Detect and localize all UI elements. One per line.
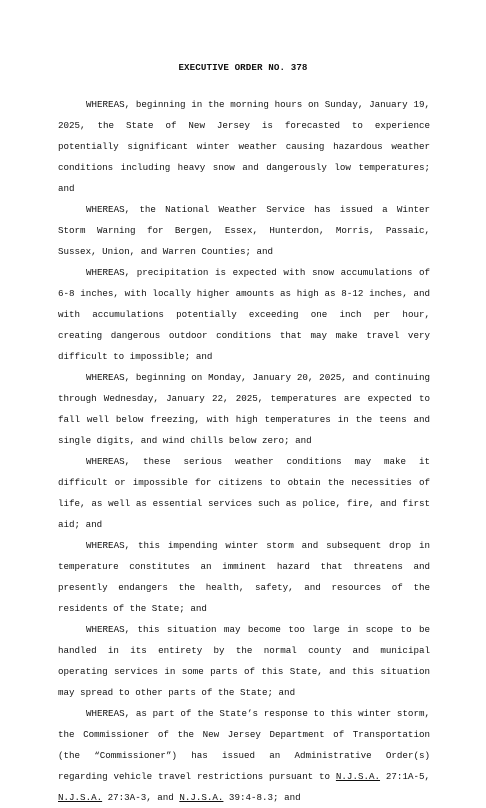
paragraph-3: WHEREAS, precipitation is expected with snow accumulations of 6-8 inches, with locally higher amounts as high as 8-12 inches, and with accumulations potentially exceeding one inch per hour, creating dangerous outdoor conditions that may make travel very difficult to impossible; and — [58, 267, 430, 362]
paragraph-5: WHEREAS, these serious weather conditions may make it difficult or impossible for citizens to obtain the necessities of life, as well as essential services such as police, fire, and first aid; and — [58, 456, 430, 530]
statute-citation-3: N.J.S.A. — [179, 792, 224, 803]
paragraph-1: WHEREAS, beginning in the morning hours on Sunday, January 19, 2025, the State of New Jersey is forecasted to experience potentially significant winter weather causing hazardous weather conditions including heavy snow and dangerously low temperatures; and — [58, 99, 430, 194]
document-title: EXECUTIVE ORDER NO. 378 — [178, 62, 308, 73]
paragraph-8-text-1: WHEREAS, as part of the State’s response to this winter storm, the Commissioner of the New Jersey Department of Transportation (the “Commissioner”) has issued an Administrative Order(s) regarding vehicle travel restrictions pursuant to — [58, 708, 430, 782]
paragraph-2: WHEREAS, the National Weather Service has issued a Winter Storm Warning for Bergen, Essex, Hunterdon, Morris, Passaic, Sussex, Union, and Warren Counties; and — [58, 204, 430, 257]
paragraph-6: WHEREAS, this impending winter storm and subsequent drop in temperature constitutes an imminent hazard that threatens and presently endangers the health, safety, and resources of the residents of the State; and — [58, 540, 430, 614]
paragraph-7: WHEREAS, this situation may become too large in scope to be handled in its entirety by the normal county and municipal operating services in some parts of this State, and this situation may spread to other parts of the State; and — [58, 624, 430, 698]
paragraph-8-text-3: 27:3A-3, and — [102, 792, 180, 803]
statute-citation-1: N.J.S.A. — [335, 771, 381, 782]
paragraph-8 — [58, 703, 430, 808]
document-body — [58, 94, 430, 808]
paragraph-8-text-2: 27:1A-5, — [380, 771, 431, 782]
statute-citation-2: N.J.S.A. — [58, 792, 103, 803]
paragraph-4: WHEREAS, beginning on Monday, January 20, 2025, and continuing through Wednesday, January 22, 2025, temperatures are expected to fall well below freezing, with high temperatures in the teens and single digits, and wind chills below zero; and — [58, 372, 430, 446]
paragraph-8-text-4: 39:4-8.3; and — [223, 792, 301, 803]
